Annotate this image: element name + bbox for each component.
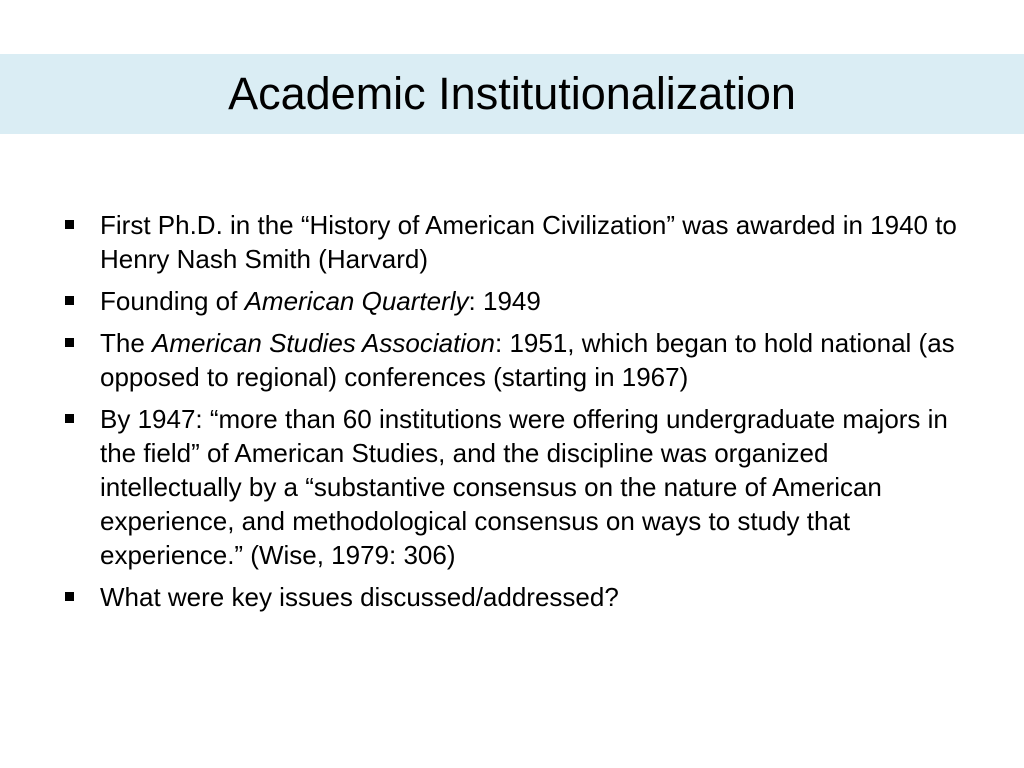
square-bullet-icon [65, 220, 74, 229]
bullet-text: By 1947: “more than 60 institutions were offering undergraduate majors in the field” of American Studies, and the discipline was organized intellectually by a “substantive consensus on the nature of American experience, and methodological consensus on ways to study that experience.” (Wise, 1979: 306) [100, 404, 948, 570]
bullet-text: What were key issues discussed/addressed? [100, 582, 619, 612]
bullet-item [62, 284, 972, 318]
bullet-text: The [100, 328, 153, 358]
square-bullet-icon [65, 414, 74, 423]
association-name: American Studies Association [152, 328, 496, 358]
title-band [0, 54, 1024, 134]
slide-title: Academic Institutionalization [228, 68, 796, 119]
bullet-text: First Ph.D. in the “History of American Civilization” was awarded in 1940 to Henry Nash Smith (Harvard) [100, 210, 957, 274]
square-bullet-icon [65, 592, 74, 601]
bullet-item [62, 208, 972, 276]
bullet-text: : 1949 [468, 286, 541, 316]
bullet-list [62, 208, 972, 622]
square-bullet-icon [65, 296, 74, 305]
journal-title: American Quarterly [244, 286, 469, 316]
bullet-text: : 1951, which began to hold national (as opposed to regional) conferences (starting in 1967) [100, 328, 955, 392]
bullet-text: Founding of [100, 286, 245, 316]
bullet-item [62, 402, 972, 572]
bullet-item [62, 580, 972, 614]
bullet-item [62, 326, 972, 394]
square-bullet-icon [65, 338, 74, 347]
